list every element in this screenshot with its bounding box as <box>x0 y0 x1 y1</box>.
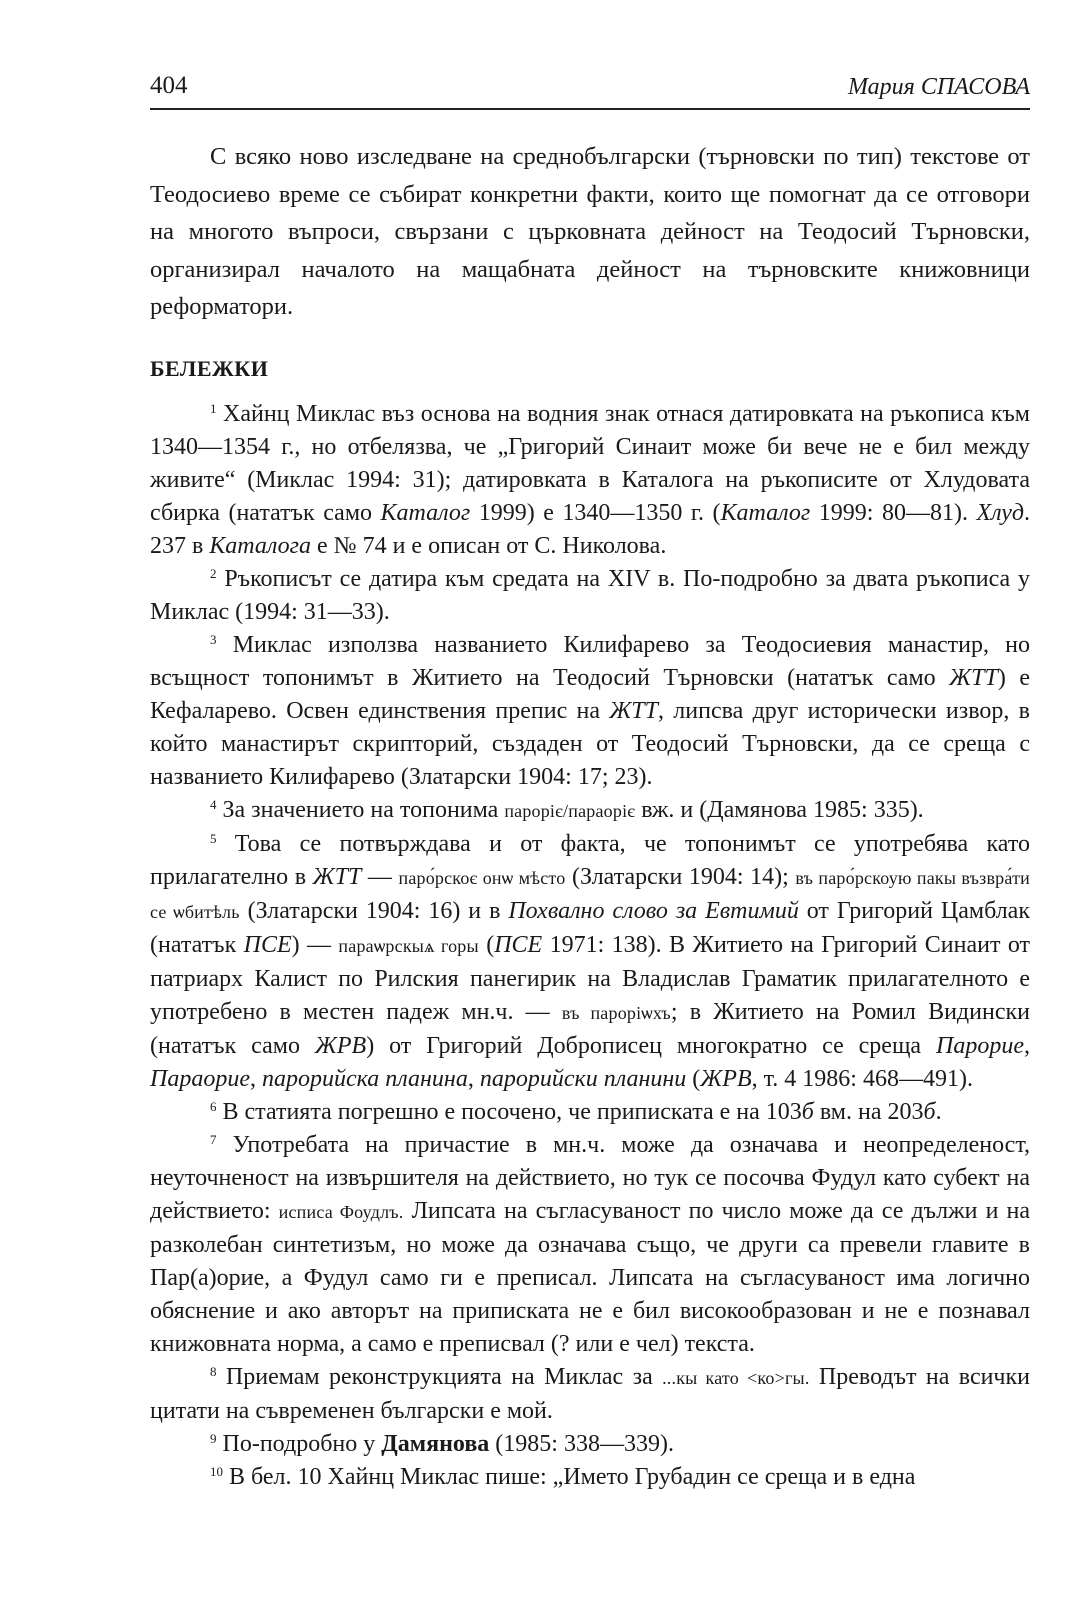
running-head-author: Мария СПАСОВА <box>848 74 1030 100</box>
footnote-text: По-подробно у <box>222 1430 382 1457</box>
church-slavonic-text: паро́рскоє онѡ мѣсто <box>398 867 566 888</box>
footnote-text: Приемам реконструкцията на Миклас за <box>225 1363 663 1390</box>
footnote-text: ) е Кефаларево. Освен единствения препис на <box>150 664 1030 724</box>
footnote-text: е № 74 и е описан от С. Николова. <box>311 532 667 559</box>
footnote-text: , <box>249 1065 262 1092</box>
footnote-text: ( <box>686 1065 701 1092</box>
footnote-text: В бел. 10 Хайнц Миклас пише: „Името Грубадин се среща и в една <box>229 1463 916 1490</box>
footnote-text: Употребата на причастие в мн.ч. може да означава и неопределеност, неуточненост на извършителя на действието, но тук се посочва Фудул като субект на действието: <box>150 1131 1031 1224</box>
footnote-text: от Григорий Цамблак (нататък <box>150 897 1030 958</box>
footnote-text: , липсва друг исторически извор, в който манастирът скрипторий, създаден от Теодосий Търновски, да се среща с названието Килифарево (Златарски 1904: 17; 23). <box>150 697 1030 790</box>
footnote-text: 1999) е 1340—1350 г. ( <box>470 499 721 526</box>
footnote-text: 1971: 138). В Житието на Григорий Синаит от патриарх Калист по Рилския панегирик на Владислав Граматик прилагателното е употребено в местен падеж мн.ч. — <box>150 931 1030 1025</box>
footnote-7 <box>150 1129 1030 1361</box>
footnote-italic: Параорие <box>150 1065 250 1092</box>
church-slavonic-text: параѡрскыѧ горы <box>338 935 479 956</box>
footnote-text: ( <box>478 931 495 958</box>
body-paragraph: С всяко ново изследване на среднобългарски (търновски по тип) текстове от Теодосиево време се събират конкретни факти, които ще помогнат да се отговори на многото въпроси, свързани с църковната дейност на Теодосий Търновски, организирал началото на мащабната дейност на търновските книжовници реформатори. <box>150 143 1030 320</box>
footnote-5 <box>150 828 1030 1096</box>
footnote-text: . 237 в <box>150 499 1030 559</box>
footnote-number: 9 <box>210 1430 217 1446</box>
footnote-italic: ЖРВ <box>700 1065 752 1092</box>
footnote-number: 7 <box>210 1131 217 1147</box>
footnote-italic: Хлуд <box>976 499 1024 526</box>
footnote-italic: ЖТТ <box>609 697 658 724</box>
footnote-text: (Златарски 1904: 14); <box>565 863 796 890</box>
footnote-text: , <box>1024 1032 1030 1059</box>
footnote-text: (Златарски 1904: 16) и в <box>239 897 509 924</box>
footnote-italic: Похвално слово за Евтимий <box>508 897 799 924</box>
footnote-text: Хайнц Миклас въз основа на водния знак отнася датировката на ръкописа към 1340—1354 г., но отбелязва, че „Григорий Синаит може би вече не е бил между живите“ (Миклас 1994: 31); датировката в Каталога на ръкописите от Хлудовата сбирка (нататък само <box>150 400 1030 526</box>
footnote-italic: ПСЕ <box>494 931 543 958</box>
page-number: 404 <box>150 72 188 99</box>
footnote-text: — <box>361 863 399 890</box>
footnote-text: . <box>935 1098 942 1125</box>
footnote-text: Преводът на всички цитати на съвременен български е мой. <box>150 1363 1031 1424</box>
footnote-text: , т. 4 1986: 468—491). <box>751 1065 973 1092</box>
footnote-italic: ПСЕ <box>243 931 292 958</box>
church-slavonic-text: исписа Фоудлъ. <box>278 1201 404 1222</box>
footnote-6 <box>150 1096 1030 1129</box>
footnote-text: ) — <box>291 931 339 958</box>
page-header <box>150 70 1030 110</box>
footnote-text: За значението на топонима <box>222 796 505 823</box>
footnote-10 <box>150 1461 1030 1494</box>
church-slavonic-text: въ пароріѡхъ <box>561 1002 671 1023</box>
footnote-italic: ЖТТ <box>312 863 362 890</box>
footnote-text: (1985: 338—339). <box>489 1430 674 1457</box>
footnote-number: 8 <box>210 1363 217 1379</box>
footnote-italic: ЖРВ <box>314 1032 367 1059</box>
footnote-text: Липсата на съгласуваност по число може да се дължи и на разколебан синтетизъм, но може да означава също, че други са превели главите в Пар(а)орие, а Фудул само ги е преписал. Липсата на съгласуваност има логично обяснение и ако авторът на приписката не е бил високообразован и не е познавал книжовната норма, а само е преписвал (? или е чел) текста. <box>150 1197 1031 1357</box>
footnote-4 <box>150 794 1030 828</box>
footnote-italic: парорийска планина <box>261 1065 468 1092</box>
footnote-number: 4 <box>210 796 217 812</box>
footnote-number: 5 <box>210 830 217 846</box>
church-slavonic-text: въ паро́рскоую пакы възвра́ти се ѡбитѣль <box>150 867 1031 922</box>
footnote-number: 6 <box>210 1098 217 1114</box>
page-content <box>150 138 1030 1494</box>
footnote-text: Миклас използва названието Килифарево за Теодосиевия манастир, но всъщност топонимът в Житието на Теодосий Търновски (нататък само <box>150 631 1031 691</box>
footnote-italic: Каталог <box>720 499 811 526</box>
notes-heading: БЕЛЕЖКИ <box>150 355 269 381</box>
church-slavonic-text: ...кы като <ко>гы. <box>662 1367 810 1388</box>
footnote-italic: Парорие <box>936 1032 1024 1059</box>
footnote-italic: Каталога <box>209 532 312 559</box>
footnote-text: В статията погрешно е посочено, че приписката е на 103 <box>222 1098 802 1125</box>
footnote-2 <box>150 563 1030 629</box>
church-slavonic-text: пароріє/параоріє <box>504 800 636 821</box>
footnote-text: ) от Григорий Доброписец многократно се среща <box>366 1032 937 1059</box>
footnote-italic: б <box>801 1098 814 1125</box>
footnote-italic: парорийски планини <box>479 1065 687 1092</box>
footnote-text: Това се потвърждава и от факта, че топонимът се употребява като прилагателно в <box>150 830 1031 890</box>
footnote-number: 10 <box>210 1463 223 1479</box>
footnote-8 <box>150 1361 1030 1428</box>
footnote-text: 1999: 80—81). <box>810 499 977 526</box>
footnote-italic: ЖТТ <box>949 664 998 691</box>
footnote-3 <box>150 629 1030 794</box>
footnote-text: вм. на 203 <box>813 1098 924 1125</box>
footnote-text: Ръкописът се датира към средата на XIV в. По-подробно за двата ръкописа у Миклас (1994: 31—33). <box>150 565 1030 625</box>
footnote-number: 3 <box>210 631 217 647</box>
footnote-number: 2 <box>210 565 217 581</box>
footnote-bold: Дамянова <box>381 1430 490 1457</box>
footnote-9 <box>150 1428 1030 1461</box>
footnote-1 <box>150 398 1030 563</box>
footnote-text: ; в Житието на Ромил Видински (нататък само <box>150 998 1030 1059</box>
footnote-text: , <box>467 1065 480 1092</box>
footnote-italic: Каталог <box>380 499 471 526</box>
footnote-text: вж. и (Дамянова 1985: 335). <box>635 796 924 823</box>
footnote-number: 1 <box>210 400 217 416</box>
footnote-italic: б <box>923 1098 936 1125</box>
